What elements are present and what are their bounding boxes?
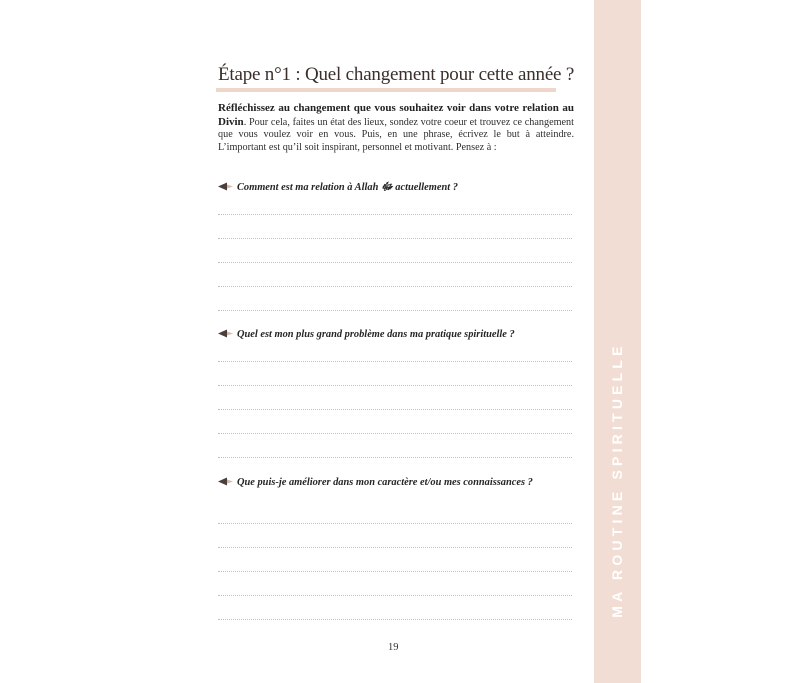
question-1-text: Comment est ma relation à Allah ﷻ actuellement ?	[237, 182, 458, 193]
question-1	[218, 181, 578, 194]
answer-line-2c[interactable]	[218, 409, 572, 410]
side-label: MA ROUTINE SPIRITUELLE	[609, 342, 625, 618]
pen-nib-icon	[218, 477, 234, 486]
pen-nib-icon	[218, 329, 234, 338]
answer-line-1b[interactable]	[218, 238, 572, 239]
answer-line-1c[interactable]	[218, 262, 572, 263]
intro-rest: . Pour cela, faites un état des lieux, sondez votre coeur et trouvez ce changement que vous voulez voir en vous. Puis, en une phrase, écrivez le but à atteindre. L’important est qu’il soit inspirant, personnel et motivant. Pensez à :	[218, 116, 574, 153]
answer-line-2a[interactable]	[218, 361, 572, 362]
answer-line-1d[interactable]	[218, 286, 572, 287]
question-2	[218, 328, 578, 341]
question-2-text: Quel est mon plus grand problème dans ma pratique spirituelle ?	[237, 329, 515, 340]
pen-nib-icon	[218, 182, 234, 191]
intro-paragraph	[218, 102, 574, 154]
page-title: Étape n°1 : Quel changement pour cette année ?	[218, 64, 575, 85]
answer-line-2e[interactable]	[218, 457, 572, 458]
page-number: 19	[388, 642, 399, 653]
answer-line-2b[interactable]	[218, 385, 572, 386]
answer-line-3d[interactable]	[218, 595, 572, 596]
question-3-text: Que puis-je améliorer dans mon caractère et/ou mes connaissances ?	[237, 477, 533, 488]
answer-line-1e[interactable]	[218, 310, 572, 311]
intro-bold: Réfléchissez au changement que vous souhaitez voir dans votre relation au Divin	[218, 102, 574, 128]
answer-line-1a[interactable]	[218, 214, 572, 215]
answer-line-3b[interactable]	[218, 547, 572, 548]
question-3	[218, 476, 538, 489]
answer-line-3e[interactable]	[218, 619, 572, 620]
answer-line-2d[interactable]	[218, 433, 572, 434]
title-underline	[216, 88, 556, 92]
answer-line-3a[interactable]	[218, 523, 572, 524]
answer-line-3c[interactable]	[218, 571, 572, 572]
